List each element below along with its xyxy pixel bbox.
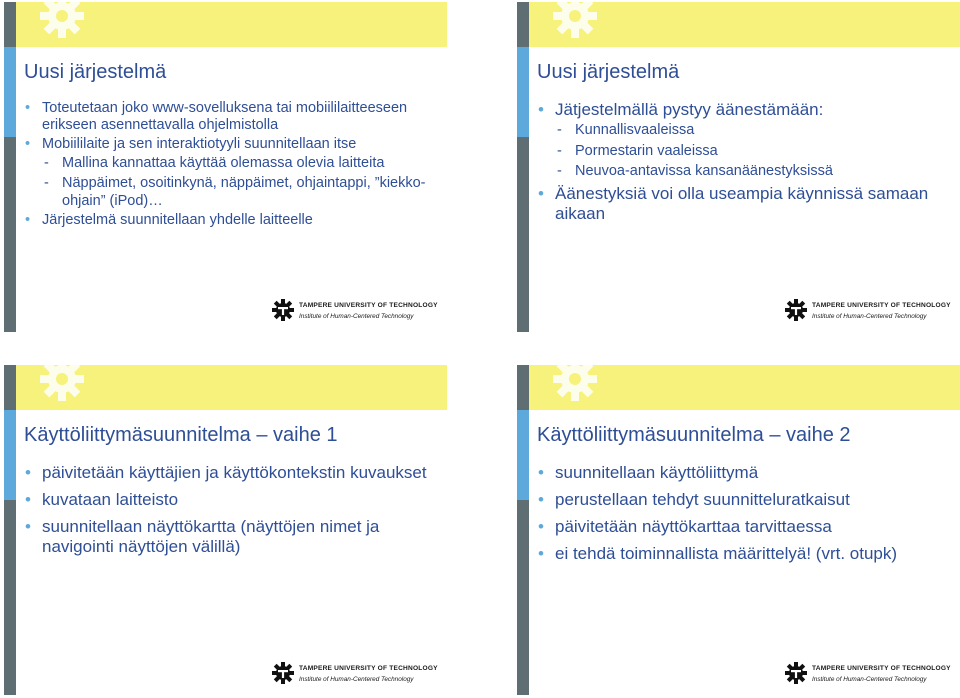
university-logo: [785, 662, 960, 692]
sidebar-accent: [4, 410, 16, 500]
university-logo: [272, 299, 447, 329]
list-item: • suunnitellaan käyttöliittymä: [538, 463, 759, 482]
gear-icon: [785, 662, 807, 684]
gear-watermark-icon: [535, 2, 615, 44]
list-item: • Äänestyksiä voi olla useampia käynnissä samaan aikaan: [538, 184, 929, 224]
list-item: • päivitetään käyttäjien ja käyttökontekstin kuvaukset: [25, 463, 427, 482]
logo-line-1: TAMPERE UNIVERSITY OF TECHNOLOGY: [299, 302, 438, 309]
slide-title: Käyttöliittymäsuunnitelma – vaihe 1: [24, 424, 338, 446]
bullet-icon: •: [538, 544, 544, 564]
logo-line-2: Institute of Human-Centered Technology: [299, 313, 414, 320]
list-item: • kuvataan laitteisto: [25, 490, 179, 510]
dash-icon: -: [557, 163, 562, 180]
dash-icon: -: [44, 175, 49, 192]
sidebar-accent: [517, 47, 529, 137]
sub-list-item: - Mallina kannattaa käyttää olemassa olevia laitteita: [44, 155, 385, 172]
dash-icon: -: [44, 155, 49, 172]
bullet-icon: •: [538, 463, 544, 482]
bullet-icon: •: [25, 463, 31, 482]
list-item: • ei tehdä toiminnallista määrittelyä! (vrt. otupk): [538, 544, 898, 564]
sub-list-item: - Kunnallisvaaleissa: [557, 122, 695, 139]
logo-line-1: TAMPERE UNIVERSITY OF TECHNOLOGY: [812, 665, 951, 672]
slide-title: Uusi järjestelmä: [537, 61, 680, 83]
dash-icon: -: [557, 122, 562, 139]
gear-icon: [272, 662, 294, 684]
list-item: • Mobiililaite ja sen interaktiotyyli suunnitellaan itse: [25, 136, 357, 153]
slide-title: Uusi järjestelmä: [24, 61, 167, 83]
bullet-icon: •: [538, 490, 544, 510]
sub-list-item: - Näppäimet, osoitinkynä, näppäimet, ohjaintappi, ”kiekko-ohjain” (iPod)…: [44, 175, 426, 209]
gear-watermark-icon: [22, 365, 102, 407]
slide-4: [517, 365, 960, 695]
list-item: • Järjestelmä suunnitellaan yhdelle laitteelle: [25, 212, 313, 229]
gear-icon: [272, 299, 294, 321]
sidebar-accent: [517, 410, 529, 500]
bullet-icon: •: [25, 100, 31, 116]
slide-content: [537, 463, 952, 571]
list-item: • päivitetään näyttökarttaa tarvittaessa: [538, 517, 832, 537]
sub-list-item: - Pormestarin vaaleissa: [557, 142, 718, 159]
slide-sidebar: [517, 2, 529, 332]
university-logo: [272, 662, 447, 692]
slide-1: [4, 2, 447, 332]
slide-title: Käyttöliittymäsuunnitelma – vaihe 2: [537, 424, 851, 446]
list-item: • Jätjestelmällä pystyy äänestämään:: [538, 100, 824, 119]
slide-sidebar: [4, 2, 16, 332]
slide-3: [4, 365, 447, 695]
gear-icon: [785, 299, 807, 321]
gear-watermark-icon: [22, 2, 102, 44]
bullet-icon: •: [538, 100, 544, 119]
university-logo: [785, 299, 960, 329]
dash-icon: -: [557, 142, 562, 159]
slide-2: [517, 2, 960, 332]
bullet-icon: •: [25, 490, 31, 510]
sub-list-item: - Neuvoa-antavissa kansanäänestyksissä: [557, 163, 833, 180]
bullet-icon: •: [25, 517, 31, 537]
logo-line-1: TAMPERE UNIVERSITY OF TECHNOLOGY: [299, 665, 438, 672]
slide-content: [537, 100, 952, 226]
sidebar-accent: [4, 47, 16, 137]
slide-sidebar: [517, 365, 529, 695]
logo-line-2: Institute of Human-Centered Technology: [812, 676, 927, 683]
bullet-icon: •: [25, 136, 31, 153]
bullet-icon: •: [538, 517, 544, 537]
list-item: • suunnitellaan näyttökartta (näyttöjen nimet ja navigointi näyttöjen välillä): [25, 517, 380, 557]
bullet-icon: •: [25, 212, 31, 229]
gear-watermark-icon: [535, 365, 615, 407]
bullet-icon: •: [538, 184, 544, 204]
slide-content: [24, 463, 439, 564]
logo-line-2: Institute of Human-Centered Technology: [299, 676, 414, 683]
list-item: • perustellaan tehdyt suunnitteluratkaisut: [538, 490, 850, 510]
slide-sidebar: [4, 365, 16, 695]
logo-line-1: TAMPERE UNIVERSITY OF TECHNOLOGY: [812, 302, 951, 309]
slide-content: [24, 100, 439, 232]
logo-line-2: Institute of Human-Centered Technology: [812, 313, 927, 320]
list-item: • Toteutetaan joko www-sovelluksena tai mobiililaitteeseen erikseen asennettavalla ohjelmistolla: [25, 100, 408, 134]
